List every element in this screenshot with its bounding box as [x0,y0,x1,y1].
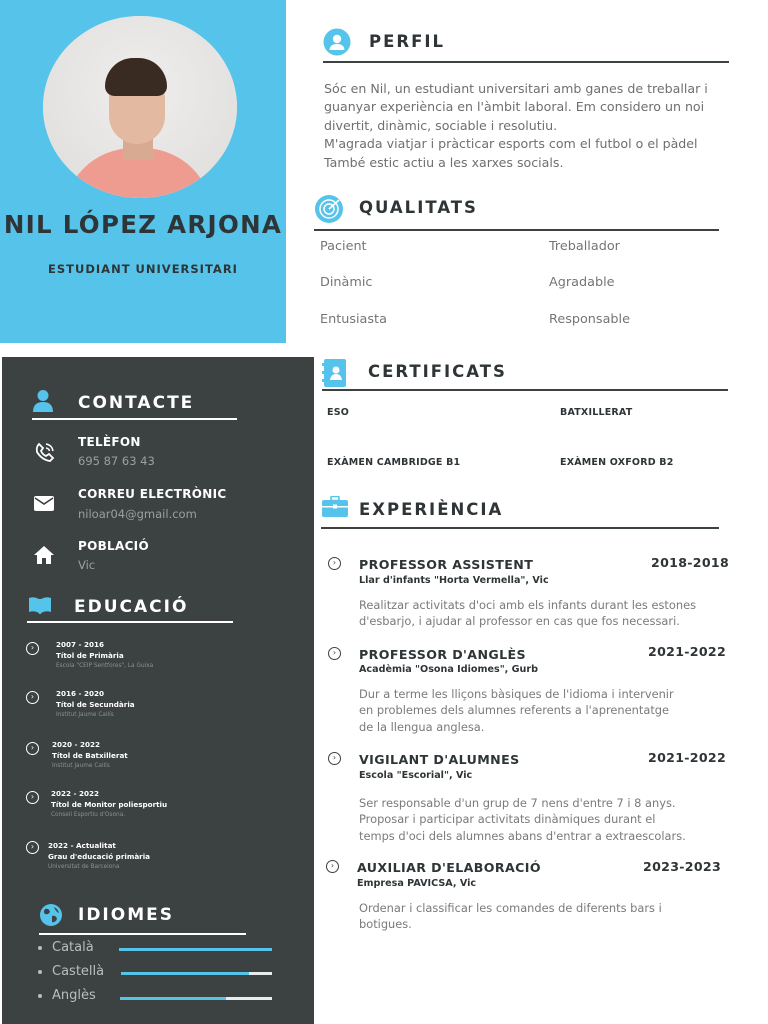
experience-org: Escola "Escorial", Vic [359,770,473,781]
candidate-role: ESTUDIANT UNIVERSITARI [48,262,238,276]
experience-desc: Ser responsable d'un grup de 7 nens d'entre 7 i 8 anys. Proposar i participar activitats dinàmiques durant el temps d'oci dels alumnes abans d'entrar a extraescolars. [359,796,686,843]
envelope-icon [33,493,55,513]
chevron-right-icon: › [26,791,39,804]
education-period: 2016 - 2020 [56,689,104,698]
chevron-right-icon: › [26,691,39,704]
contact-town-value: Vic [78,558,96,572]
globe-icon [39,903,63,927]
profile-icon [323,28,351,56]
chevron-right-icon: › [26,742,39,755]
language-level-bar [119,948,272,951]
experience-desc: Ordenar i classificar les comandes de diferents bars i botigues. [359,901,662,932]
experience-role: AUXILIAR D'ELABORACIÓ [357,860,541,875]
quality-item: Agradable [549,275,615,290]
phone-icon [34,441,56,463]
experience-years: 2021-2022 [648,750,727,765]
language-name: Català [52,940,94,955]
education-school: Escola "CEIP Sentfores", La Guixa [56,663,154,669]
qualities-rule [314,229,719,231]
contact-phone-label: TELÈFON [78,435,141,449]
education-degree: Títol de Secundària [56,700,135,709]
chevron-right-icon: › [328,647,341,660]
education-school: Consell Esportiu d'Osona. [51,812,126,818]
quality-item: Dinàmic [320,275,373,290]
profile-text: Sóc en Nil, un estudiant universitari amb ganes de treballar i guanyar experiència en l'àmbit laboral. Em considero un noi divertit, dinàmic, sociable i resolutiu. M'agrada viatjar i pràcticar esports com el futbol o el pàdel També estic actiu a les xarxes socials. [324,81,708,170]
contact-title: CONTACTE [78,393,195,413]
sidebar [2,357,314,1024]
certificates-rule [322,389,728,391]
experience-role: PROFESSOR D'ANGLÈS [359,647,527,662]
quality-item: Responsable [549,312,630,327]
qualities-title: QUALITATS [359,198,478,217]
language-name: Castellà [52,964,105,979]
education-rule [27,621,233,623]
experience-years: 2023-2023 [643,859,722,874]
certificates-title: CERTIFICATS [368,362,507,381]
profile-photo [43,16,237,198]
quality-item: Treballador [549,239,620,254]
experience-desc: Realitzar activitats d'oci amb els infants durant les estones d'esbarjo, i ajudar al professor en cas que fos necessari. [359,598,697,629]
certificate-item: ESO [327,407,350,418]
experience-role: VIGILANT D'ALUMNES [359,752,520,767]
experience-org: Llar d'infants "Horta Vermella", Vic [359,575,549,586]
quality-item: Entusiasta [320,312,387,327]
target-icon [314,194,344,224]
experience-role: PROFESSOR ASSISTENT [359,557,534,572]
education-period: 2007 - 2016 [56,640,104,649]
book-icon [27,595,53,615]
education-school: Universitat de Barcelona [48,864,120,870]
education-degree: Títol de Primària [56,651,124,660]
chevron-right-icon: › [26,642,39,655]
experience-org: Acadèmia "Osona Idiomes", Gurb [359,664,538,675]
languages-title: IDIOMES [78,905,174,925]
experience-years: 2021-2022 [648,644,727,659]
education-degree: Grau d'educació primària [48,852,151,861]
header-panel [0,0,286,343]
home-icon [33,545,55,565]
quality-item: Pacient [320,239,367,254]
chevron-right-icon: › [328,752,341,765]
experience-org: Empresa PAVICSA, Vic [357,878,477,889]
education-period: 2022 - 2022 [51,789,99,798]
profile-rule [323,61,729,63]
briefcase-icon [321,496,349,518]
education-degree: Títol de Batxillerat [52,751,128,760]
education-degree: Títol de Monitor poliesportiu [51,800,168,809]
experience-title: EXPERIÈNCIA [359,500,504,519]
profile-title: PERFIL [369,32,445,51]
language-level-bar [120,997,272,1000]
contact-email-value[interactable]: niloar04@gmail.com [78,507,197,521]
education-period: 2022 - Actualitat [48,841,116,850]
chevron-right-icon: › [26,841,39,854]
candidate-name: NIL LÓPEZ ARJONA [3,210,283,239]
chevron-right-icon: › [328,557,341,570]
education-school: Institut Jaume Callís [56,712,114,718]
education-school: Institut Jaume Callís [52,763,110,769]
contact-town-label: POBLACIÓ [78,539,149,553]
languages-rule [39,933,246,935]
education-period: 2020 - 2022 [52,740,100,749]
certificate-item: EXÀMEN OXFORD B2 [560,457,674,468]
contact-email-label: CORREU ELECTRÒNIC [78,487,227,501]
experience-desc: Dur a terme les lliçons bàsiques de l'idioma i intervenir en problemes dels alumnes referents a l'aprenentatge de la llengua anglesa. [359,687,674,734]
experience-rule [321,527,719,529]
certificate-item: EXÀMEN CAMBRIDGE B1 [327,457,461,468]
certificate-icon [322,358,348,388]
language-name: Anglès [52,988,96,1003]
education-title: EDUCACIÓ [74,597,189,617]
user-icon [32,389,54,413]
experience-years: 2018-2018 [651,555,730,570]
contact-rule [32,418,237,420]
contact-phone-value[interactable]: 695 87 63 43 [78,454,155,468]
language-level-bar [121,972,272,975]
chevron-right-icon: › [326,860,339,873]
certificate-item: BATXILLERAT [560,407,633,418]
